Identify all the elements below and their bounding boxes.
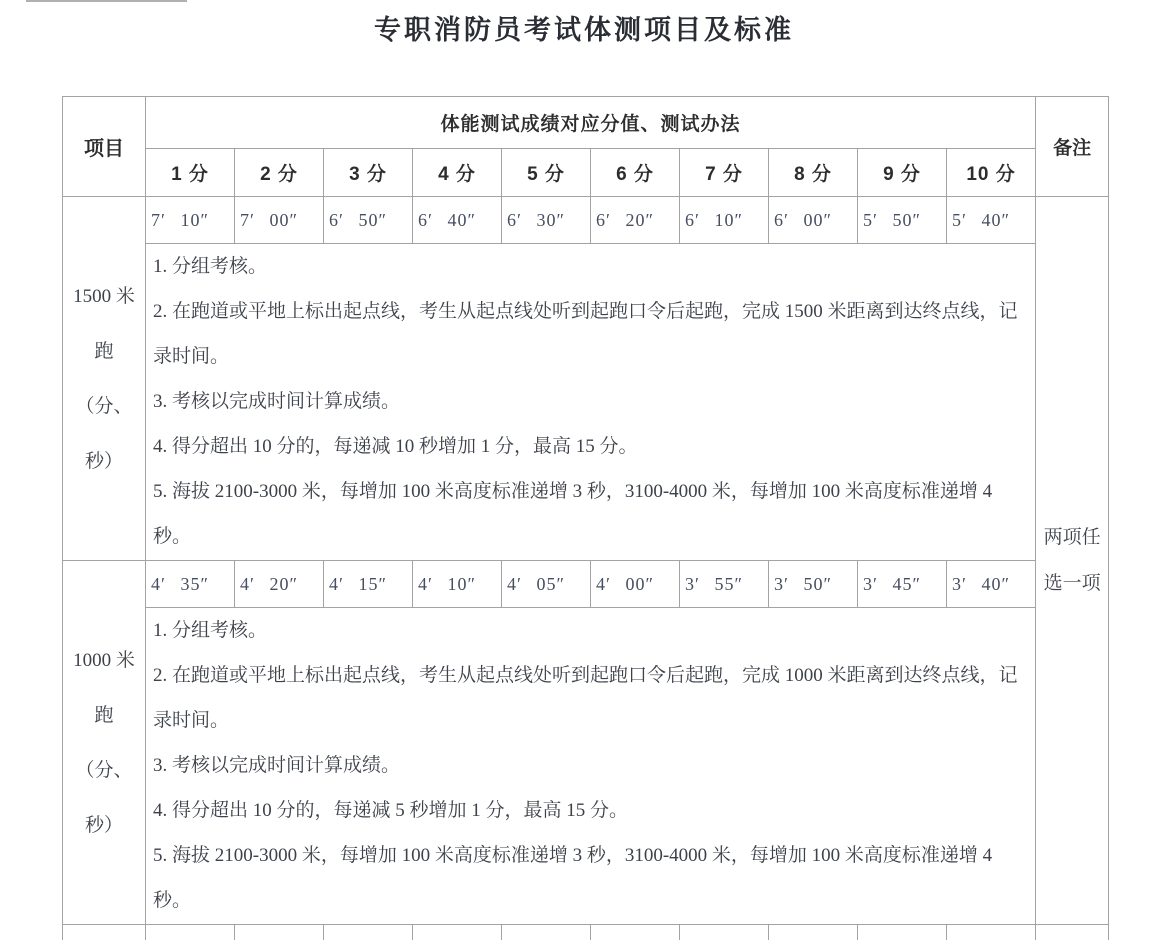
- time-cell-1500m-score2: 7′ 00″: [235, 197, 324, 244]
- time-cell-1500m-score5: 6′ 30″: [502, 197, 591, 244]
- col-header-score-8: 8 分: [769, 149, 858, 197]
- method-step: 1. 分组考核。: [153, 620, 268, 641]
- col-header-group-title: 体能测试成绩对应分值、测试办法: [146, 97, 1036, 149]
- item-label-line: 秒）: [84, 450, 123, 472]
- col-header-score-5: 5 分: [502, 149, 591, 197]
- remark-cell: [1036, 197, 1109, 925]
- time-cell-1500m-score1: 7′ 10″: [146, 197, 235, 244]
- item-label-line: 跑: [94, 704, 114, 726]
- time-cell-1500m-score9: 5′ 50″: [858, 197, 947, 244]
- col-header-score-3: 3 分: [324, 149, 413, 197]
- col-header-item: 项目: [63, 97, 146, 197]
- item-cell-1000m-run: [63, 561, 146, 925]
- time-cell-1000m-score2: 4′ 20″: [235, 561, 324, 608]
- time-cell-1000m-score1: 4′ 35″: [146, 561, 235, 608]
- time-cell-1500m-score4: 6′ 40″: [413, 197, 502, 244]
- methods-cell-1000m: [146, 608, 1036, 925]
- item-label-line: 秒）: [84, 814, 123, 836]
- method-step: 1. 分组考核。: [153, 256, 268, 277]
- time-cell-1500m-score6: 6′ 20″: [591, 197, 680, 244]
- item-label-line: （分、: [75, 759, 133, 781]
- col-header-score-2: 2 分: [235, 149, 324, 197]
- method-step: 5. 海拔 2100-3000 米，每增加 100 米高度标准递增 3 秒，3100-4000 米，每增加 100 米高度标准递增 4 秒。: [153, 845, 993, 911]
- col-header-score-4: 4 分: [413, 149, 502, 197]
- time-cell-1500m-score10: 5′ 40″: [947, 197, 1036, 244]
- cropped-next-row: [63, 925, 1109, 940]
- method-step: 3. 考核以完成时间计算成绩。: [153, 755, 401, 776]
- method-step: 4. 得分超出 10 分的，每递减 5 秒增加 1 分，最高 15 分。: [153, 800, 629, 821]
- time-cell-1000m-score6: 4′ 00″: [591, 561, 680, 608]
- col-header-remark: 备注: [1036, 97, 1109, 197]
- time-cell-1000m-score8: 3′ 50″: [769, 561, 858, 608]
- time-cell-1000m-score7: 3′ 55″: [680, 561, 769, 608]
- methods-cell-1500m: [146, 244, 1036, 561]
- physical-test-standards-table: [62, 96, 1109, 940]
- page-title: 专职消防员考试体测项目及标准: [374, 15, 794, 45]
- item-label-line: （分、: [75, 395, 133, 417]
- cropped-content-fragment: [26, 0, 187, 2]
- method-step: 4. 得分超出 10 分的，每递减 10 秒增加 1 分，最高 15 分。: [153, 436, 638, 457]
- time-cell-1000m-score10: 3′ 40″: [947, 561, 1036, 608]
- item-label-line: 1000 米: [73, 649, 135, 671]
- method-step: 5. 海拔 2100-3000 米，每增加 100 米高度标准递增 3 秒，3100-4000 米，每增加 100 米高度标准递增 4 秒。: [153, 481, 993, 547]
- time-cell-1500m-score3: 6′ 50″: [324, 197, 413, 244]
- time-cell-1000m-score5: 4′ 05″: [502, 561, 591, 608]
- item-cell-1500m-run: [63, 197, 146, 561]
- item-label-line: 跑: [94, 340, 114, 362]
- col-header-score-10: 10 分: [947, 149, 1036, 197]
- col-header-score-9: 9 分: [858, 149, 947, 197]
- method-step: 2. 在跑道或平地上标出起点线，考生从起点线处听到起跑口令后起跑，完成 1500 米距离到达终点线，记录时间。: [153, 301, 1018, 367]
- time-cell-1000m-score4: 4′ 10″: [413, 561, 502, 608]
- col-header-score-1: 1 分: [146, 149, 235, 197]
- time-cell-1000m-score9: 3′ 45″: [858, 561, 947, 608]
- item-label-line: 1500 米: [73, 285, 135, 307]
- col-header-score-7: 7 分: [680, 149, 769, 197]
- col-header-score-6: 6 分: [591, 149, 680, 197]
- method-step: 3. 考核以完成时间计算成绩。: [153, 391, 401, 412]
- time-cell-1500m-score8: 6′ 00″: [769, 197, 858, 244]
- method-step: 2. 在跑道或平地上标出起点线，考生从起点线处听到起跑口令后起跑，完成 1000 米距离到达终点线，记录时间。: [153, 665, 1018, 731]
- time-cell-1000m-score3: 4′ 15″: [324, 561, 413, 608]
- time-cell-1500m-score7: 6′ 10″: [680, 197, 769, 244]
- remark-text-line: 选一项: [1043, 572, 1101, 594]
- remark-text-line: 两项任: [1043, 526, 1101, 548]
